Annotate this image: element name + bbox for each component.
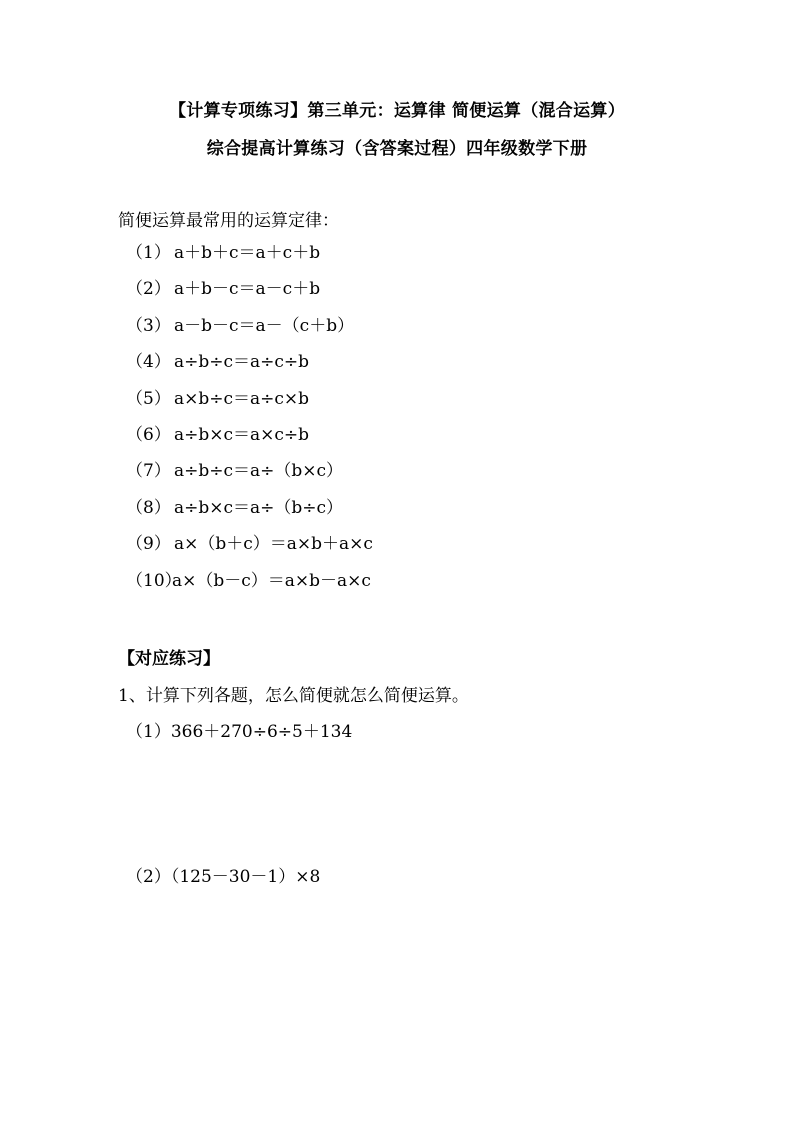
rule-number: （8）	[126, 497, 171, 518]
page-title: 【计算专项练习】第三单元：运算律 简便运算（混合运算）	[168, 101, 626, 121]
rules-heading: 简便运算最常用的运算定律：	[118, 211, 339, 231]
rule-item	[126, 278, 373, 314]
rules-list	[126, 242, 373, 606]
rule-formula: a＋b－c＝a－c＋b	[174, 279, 321, 300]
rule-number: （1）	[126, 243, 171, 263]
page-subtitle: 综合提高计算练习（含答案过程）四年级数学下册	[206, 139, 588, 159]
rule-item	[126, 315, 373, 351]
rule-item	[126, 497, 373, 533]
rule-formula: a＋b＋c＝a＋c＋b	[174, 243, 321, 263]
practice-section-title: 【对应练习】	[118, 649, 220, 669]
rule-number: （4）	[126, 352, 171, 373]
rule-item	[126, 351, 373, 387]
rule-number: （6）	[126, 424, 171, 445]
rule-item	[126, 388, 373, 424]
rule-formula: a÷b÷c＝a÷c÷b	[174, 352, 310, 373]
practice-problem: （2）（125－30－1）×8	[126, 867, 321, 887]
practice-problem: （1）366＋270÷6÷5＋134	[126, 722, 353, 742]
rule-item	[126, 570, 373, 606]
rule-number: （3）	[126, 315, 171, 336]
rule-number: （10）	[126, 570, 182, 591]
rule-item	[126, 460, 373, 496]
rule-number: （5）	[126, 388, 171, 409]
rule-formula: a÷b÷c＝a÷（b×c）	[174, 461, 344, 482]
rule-formula: a×（b－c）＝a×b－a×c	[172, 570, 371, 591]
rule-formula: a－b－c＝a－（c＋b）	[174, 315, 355, 336]
rule-number: （7）	[126, 461, 171, 482]
rule-formula: a×b÷c＝a÷c×b	[174, 388, 310, 409]
practice-instruction: 1、计算下列各题，怎么简便就怎么简便运算。	[118, 686, 469, 706]
rule-formula: a×（b＋c）＝a×b＋a×c	[174, 534, 373, 555]
rule-number: （2）	[126, 279, 171, 300]
rule-formula: a÷b×c＝a÷（b÷c）	[174, 497, 344, 518]
rule-item	[126, 533, 373, 569]
rule-item	[126, 242, 373, 278]
rule-formula: a÷b×c＝a×c÷b	[174, 424, 310, 445]
rule-item	[126, 424, 373, 460]
rule-number: （9）	[126, 534, 171, 555]
